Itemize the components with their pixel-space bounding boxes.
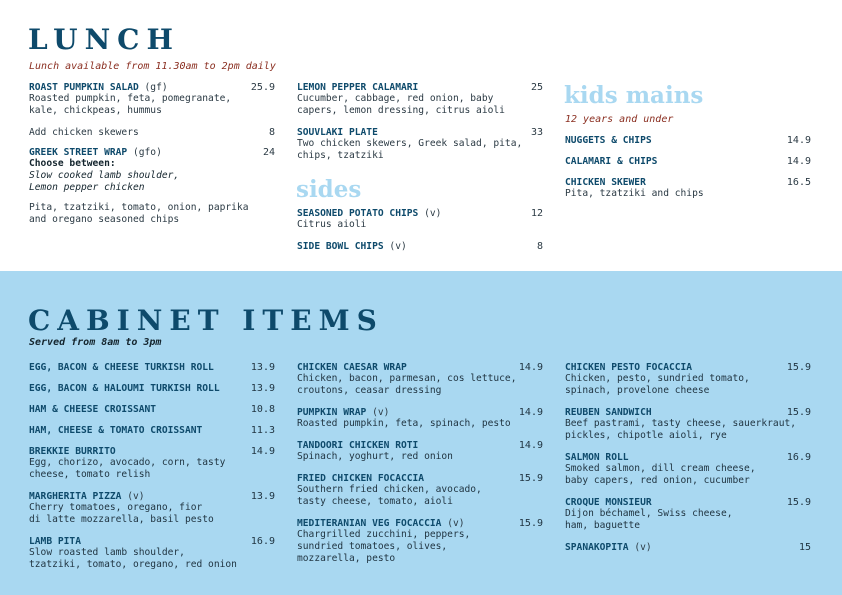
item-name: EGG, BACON & HALOUMI TURKISH ROLL [29, 383, 220, 394]
cabinet-section [0, 271, 842, 595]
item-price: 10.8 [250, 404, 275, 415]
item-price: 14.9 [518, 407, 543, 418]
menu-item [29, 446, 275, 481]
item-price: 15.9 [518, 473, 543, 484]
menu-item [297, 407, 543, 430]
item-price: 16.5 [786, 177, 811, 188]
item-name: FRIED CHICKEN FOCACCIA [297, 473, 425, 484]
item-name: CALAMARI & CHIPS [565, 156, 658, 167]
kids-mains-title: kids mains [564, 82, 704, 109]
menu-item [297, 473, 543, 508]
item-price: 15.9 [786, 362, 811, 373]
menu-item [29, 491, 275, 526]
item-description: Citrus aioli [297, 219, 367, 230]
item-price: 14.9 [250, 446, 275, 457]
item-description: Chargrilled zucchini, peppers, sundried tomatoes, olives, mozzarella, pesto [297, 529, 471, 564]
item-tag: (gf) [144, 82, 168, 93]
menu-item [565, 452, 811, 487]
lunch-column-1 [29, 82, 275, 236]
item-price: 25.9 [250, 82, 275, 93]
item-price: 15.9 [518, 518, 543, 529]
item-name: CHICKEN CAESAR WRAP [297, 362, 407, 373]
menu-item [29, 425, 275, 436]
kids-subtitle: 12 years and under [565, 114, 674, 125]
item-description: Cherry tomatoes, oregano, fior di latte mozzarella, basil pesto [29, 502, 214, 525]
item-price: 8 [536, 241, 543, 252]
item-price: 12 [530, 208, 543, 219]
menu-item [297, 241, 543, 252]
item-price: 14.9 [518, 440, 543, 451]
sides-title: sides [296, 176, 362, 203]
item-tag: (v) [424, 208, 442, 219]
item-price: 14.9 [786, 135, 811, 146]
item-name: MARGHERITA PIZZA (v) [29, 491, 145, 502]
menu-item [565, 362, 811, 397]
item-price: 25 [530, 82, 543, 93]
item-price: 16.9 [250, 536, 275, 547]
item-description: Southern fried chicken, avocado, tasty cheese, tomato, aioli [297, 484, 482, 507]
item-description: Two chicken skewers, Greek salad, pita, chips, tzatziki [297, 138, 523, 161]
menu-item [565, 156, 811, 167]
menu-addon [29, 127, 275, 139]
item-description: Roasted pumpkin, feta, spinach, pesto [297, 418, 511, 429]
menu-item [297, 127, 543, 162]
item-description: Pita, tzatziki and chips [565, 188, 704, 199]
item-tag: (gfo) [132, 147, 162, 158]
item-description: Pita, tzatziki, tomato, onion, paprika and oregano seasoned chips [29, 202, 249, 225]
item-description: Roasted pumpkin, feta, pomegranate, kale, chickpeas, hummus [29, 93, 232, 116]
cabinet-column-1 [29, 362, 275, 581]
item-price: 24 [262, 147, 275, 158]
lunch-column-2 [297, 82, 543, 172]
lunch-title: LUNCH [28, 23, 180, 56]
item-name: HAM & CHEESE CROISSANT [29, 404, 157, 415]
item-tag: (v) [127, 491, 145, 502]
item-name: EGG, BACON & CHEESE TURKISH ROLL [29, 362, 214, 373]
menu-item [565, 542, 811, 553]
item-price: 13.9 [250, 362, 275, 373]
item-price: 13.9 [250, 383, 275, 394]
item-price: 14.9 [518, 362, 543, 373]
item-name: SPANAKOPITA (v) [565, 542, 652, 553]
menu-item [29, 82, 275, 117]
item-name: BREKKIE BURRITO [29, 446, 116, 457]
menu-item [565, 177, 811, 200]
menu-item [29, 536, 275, 571]
item-price: 15.9 [786, 407, 811, 418]
item-tag: (v) [372, 407, 390, 418]
item-description: Egg, chorizo, avocado, corn, tasty cheese, tomato relish [29, 457, 226, 480]
item-name: CHICKEN PESTO FOCACCIA [565, 362, 693, 373]
item-description: Dijon béchamel, Swiss cheese, ham, baguette [565, 508, 733, 531]
item-name: PUMPKIN WRAP (v) [297, 407, 390, 418]
item-description: Chicken, bacon, parmesan, cos lettuce, croutons, ceasar dressing [297, 373, 517, 396]
item-price: 15.9 [786, 497, 811, 508]
item-tag: (v) [634, 542, 652, 553]
item-tag: (v) [447, 518, 465, 529]
item-name: LAMB PITA [29, 536, 81, 547]
item-name: CHICKEN SKEWER [565, 177, 646, 188]
item-price: 14.9 [786, 156, 811, 167]
addon-text: Add chicken skewers [29, 127, 139, 138]
item-description: Cucumber, cabbage, red onion, baby capers, lemon dressing, citrus aioli [297, 93, 505, 116]
cabinet-column-2 [297, 362, 543, 575]
item-description: Slow roasted lamb shoulder, tzatziki, tomato, oregano, red onion [29, 547, 237, 570]
item-name: HAM, CHEESE & TOMATO CROISSANT [29, 425, 203, 436]
menu-item [297, 440, 543, 463]
menu-item [297, 82, 543, 117]
menu-item [565, 407, 811, 442]
item-tag: (v) [389, 241, 407, 252]
item-name: MEDITERANIAN VEG FOCACCIA (v) [297, 518, 465, 529]
menu-item [565, 135, 811, 146]
item-name: CROQUE MONSIEUR [565, 497, 652, 508]
lunch-section [0, 0, 842, 271]
cabinet-title: CABINET ITEMS [28, 304, 384, 337]
menu-item [297, 208, 543, 231]
item-price: 13.9 [250, 491, 275, 502]
cabinet-column-3 [565, 362, 811, 563]
item-price: 11.3 [250, 425, 275, 436]
menu-item [29, 404, 275, 415]
item-description: Spinach, yoghurt, red onion [297, 451, 453, 462]
menu-item [565, 497, 811, 532]
item-price: 33 [530, 127, 543, 138]
menu-item [29, 147, 275, 226]
item-price: 16.9 [786, 452, 811, 463]
cabinet-subtitle: Served from 8am to 3pm [29, 337, 162, 348]
choose-label: Choose between: [29, 158, 116, 169]
item-name: NUGGETS & CHIPS [565, 135, 652, 146]
item-description: Beef pastrami, tasty cheese, sauerkraut, pickles, chipotle aioli, rye [565, 418, 797, 441]
item-name: SIDE BOWL CHIPS (v) [297, 241, 407, 252]
item-price: 15 [798, 542, 811, 553]
item-name: SALMON ROLL [565, 452, 629, 463]
choose-options: Slow cooked lamb shoulder, Lemon pepper chicken [29, 170, 180, 193]
item-name: SOUVLAKI PLATE [297, 127, 378, 138]
sides-column [297, 208, 543, 262]
menu-item [297, 362, 543, 397]
menu-item [297, 518, 543, 565]
item-name: GREEK STREET WRAP (gfo) [29, 147, 162, 158]
item-description: Chicken, pesto, sundried tomato, spinach, provelone cheese [565, 373, 750, 396]
item-name: SEASONED POTATO CHIPS (v) [297, 208, 442, 219]
item-name: REUBEN SANDWICH [565, 407, 652, 418]
item-name: ROAST PUMPKIN SALAD (gf) [29, 82, 168, 93]
kids-column [565, 135, 811, 210]
menu-item [29, 362, 275, 373]
item-description: Smoked salmon, dill cream cheese, baby capers, red onion, cucumber [565, 463, 756, 486]
menu-item [29, 383, 275, 394]
item-name: TANDOORI CHICKEN ROTI [297, 440, 419, 451]
addon-price: 8 [268, 127, 275, 138]
lunch-subtitle: Lunch available from 11.30am to 2pm daily [29, 61, 276, 72]
item-name: LEMON PEPPER CALAMARI [297, 82, 419, 93]
